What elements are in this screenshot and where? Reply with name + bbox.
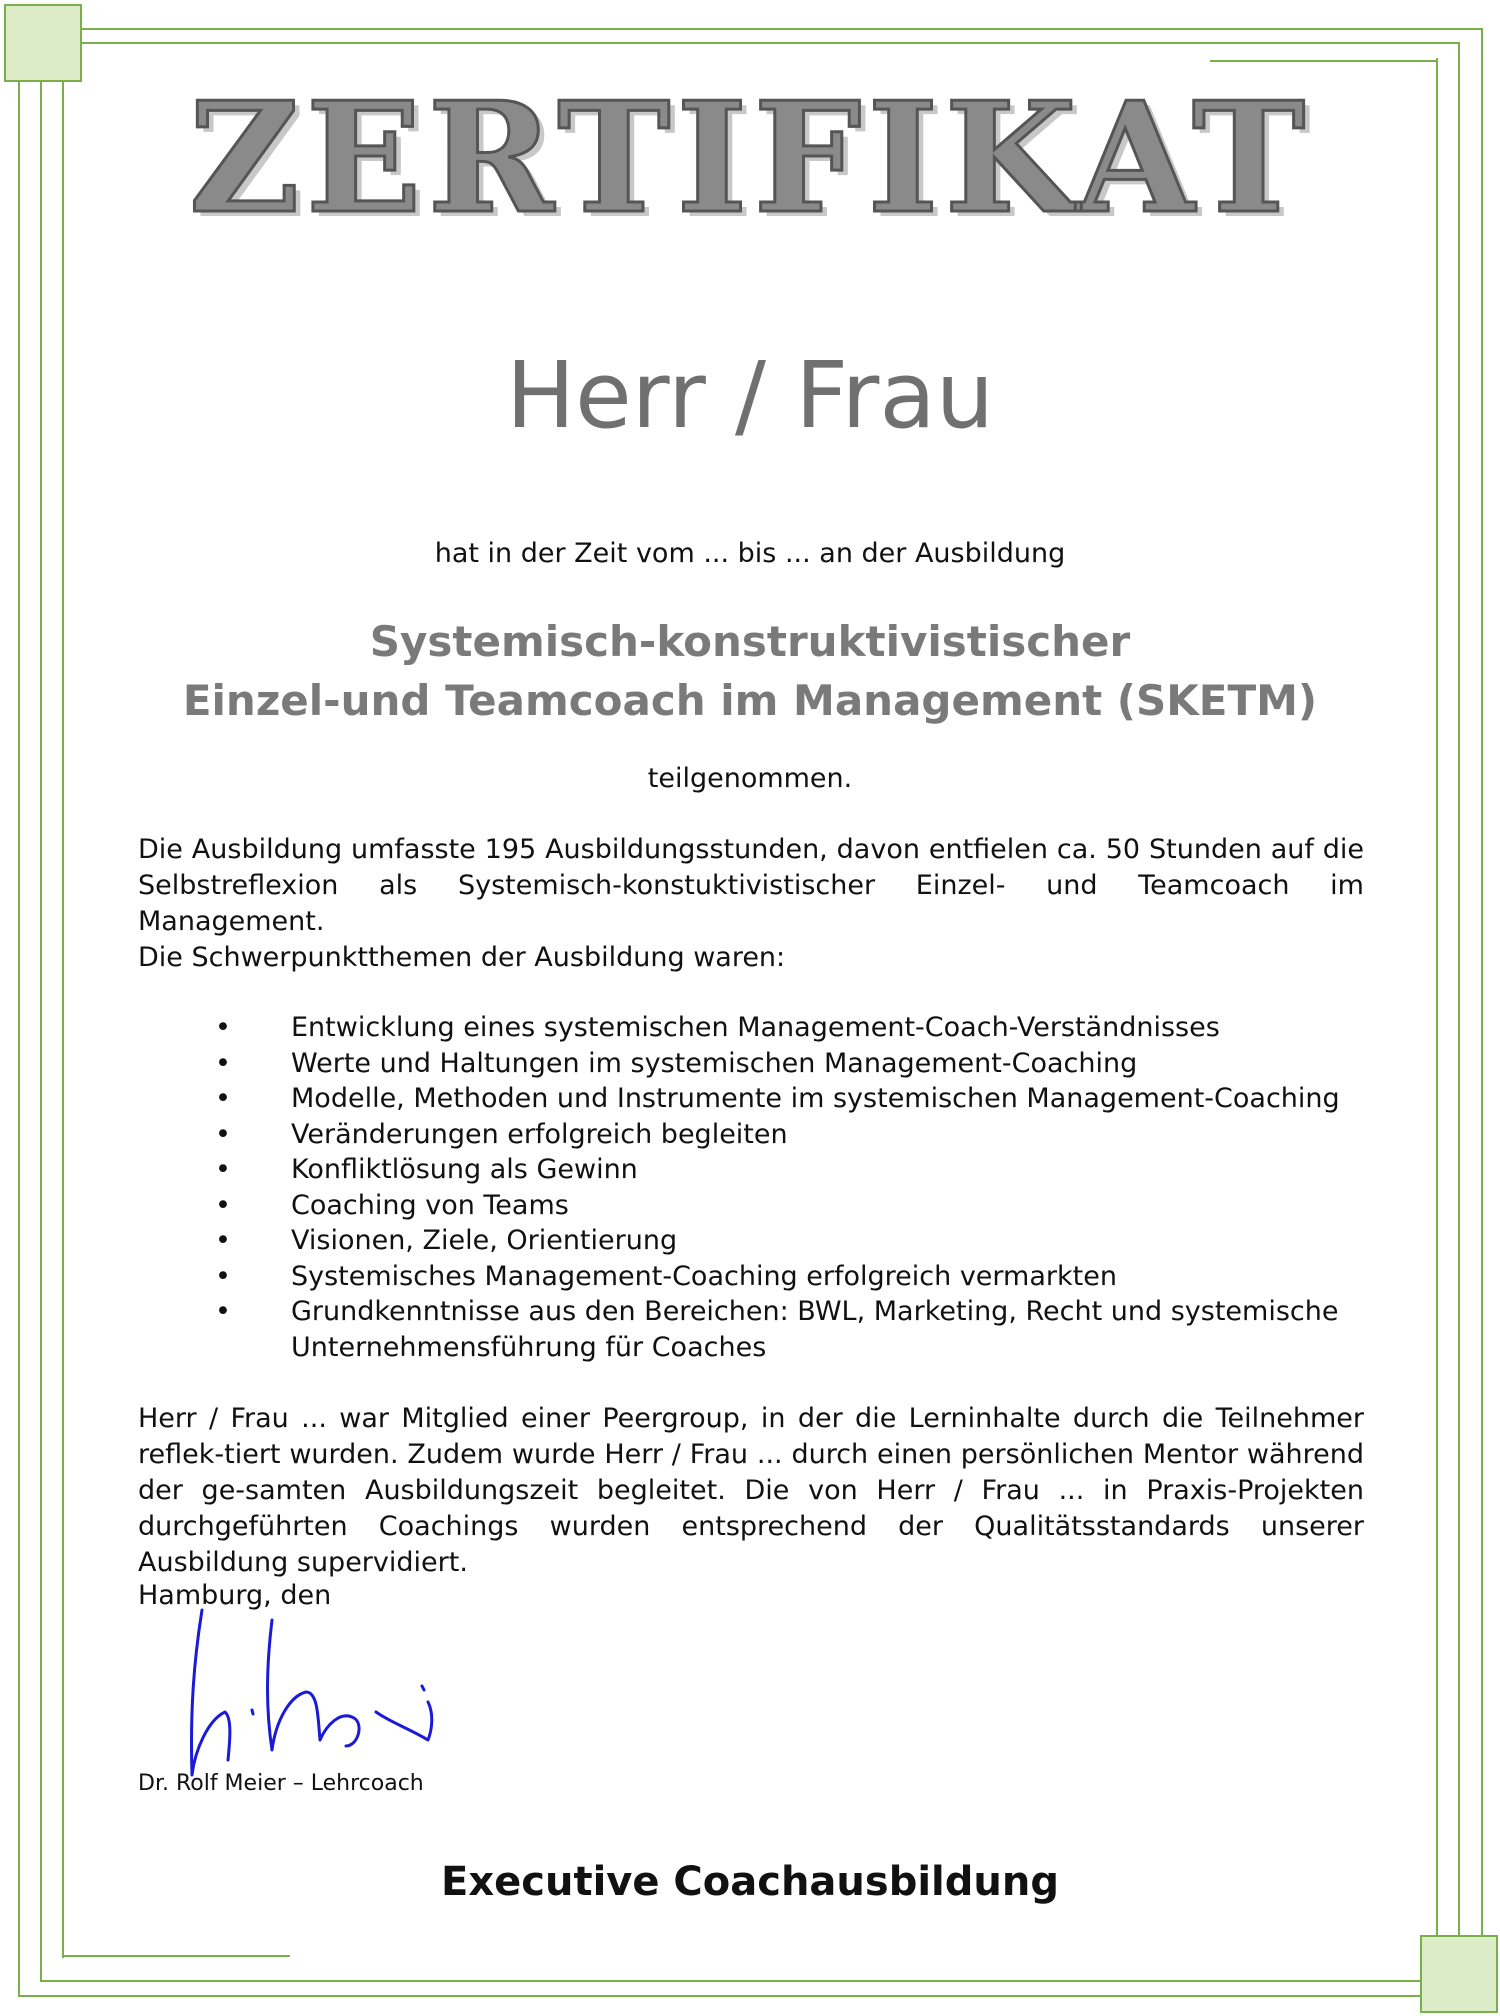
peergroup-paragraph: Herr / Frau ... war Mitglied einer Peergroup, in der die Lerninhalte durch die Teilnehmer reflek-tiert wurden. Zudem wurde Herr / Frau ... durch einen persönlichen Mentor während der ge-samten Ausbildungszeit begleitet. Die von Herr / Frau ... in Praxis-Projekten durchgeführten Coachings wurden entsprechend der Qualitätsstandards unserer Ausbildung supervidiert.	[138, 1403, 1364, 1578]
list-item: • Visionen, Ziele, Orientierung	[215, 1223, 1365, 1259]
participated-text: teilgenommen.	[647, 763, 853, 794]
corner-square-top-left	[4, 4, 82, 82]
bullet-icon: •	[215, 1296, 231, 1327]
list-item: • Entwicklung eines systemischen Management-Coach-Verständnisses	[215, 1010, 1365, 1046]
certificate-title: ZERTIFIKAT	[188, 68, 1312, 247]
bullet-icon: •	[215, 1118, 231, 1150]
signature-mark	[180, 1600, 440, 1785]
hours-paragraph: Die Ausbildung umfasste 195 Ausbildungsstunden, davon entfielen ca. 50 Stunden auf die Selbstreflexion als Systemisch-konstuktivistischer Einzel- und Teamcoach im Management.	[138, 834, 1364, 937]
bullet-icon: •	[215, 1154, 231, 1185]
course-name-line2: Einzel-und Teamcoach im Management (SKETM)	[182, 676, 1318, 725]
list-item: • Konfliktlösung als Gewinn	[215, 1152, 1365, 1188]
intro-text: hat in der Zeit vom ... bis ... an der Ausbildung	[434, 538, 1066, 569]
corner-square-bottom-right	[1420, 1935, 1498, 2013]
bullet-icon: •	[215, 1047, 231, 1079]
bullet-icon: •	[215, 1189, 231, 1221]
list-item: • Werte und Haltungen im systemischen Management-Coaching	[215, 1046, 1365, 1082]
list-item: • Modelle, Methoden und Instrumente im systemischen Management-Coaching	[215, 1081, 1365, 1117]
topics-intro: Die Schwerpunktthemen der Ausbildung waren:	[138, 942, 786, 973]
course-name	[0, 612, 1500, 730]
topics-list	[215, 1010, 1365, 1365]
signer-name: Dr. Rolf Meier – Lehrcoach	[138, 1771, 424, 1796]
list-item: • Systemisches Management-Coaching erfolgreich vermarkten	[215, 1259, 1365, 1295]
city-date: Hamburg, den	[138, 1580, 332, 1611]
bullet-icon: •	[215, 1260, 231, 1292]
footer-brand: Executive Coachausbildung	[441, 1859, 1059, 1905]
bullet-icon: •	[215, 1083, 231, 1114]
list-item: • Grundkenntnisse aus den Bereichen: BWL, Marketing, Recht und systemische Unternehmensführung für Coaches	[215, 1296, 1339, 1363]
salutation: Herr / Frau	[505, 342, 995, 449]
course-name-line1: Systemisch-konstruktivistischer	[369, 617, 1131, 666]
bullet-icon: •	[215, 1012, 231, 1043]
list-item: • Coaching von Teams	[215, 1188, 1365, 1224]
list-item: • Veränderungen erfolgreich begleiten	[215, 1117, 1365, 1153]
bullet-icon: •	[215, 1225, 231, 1256]
